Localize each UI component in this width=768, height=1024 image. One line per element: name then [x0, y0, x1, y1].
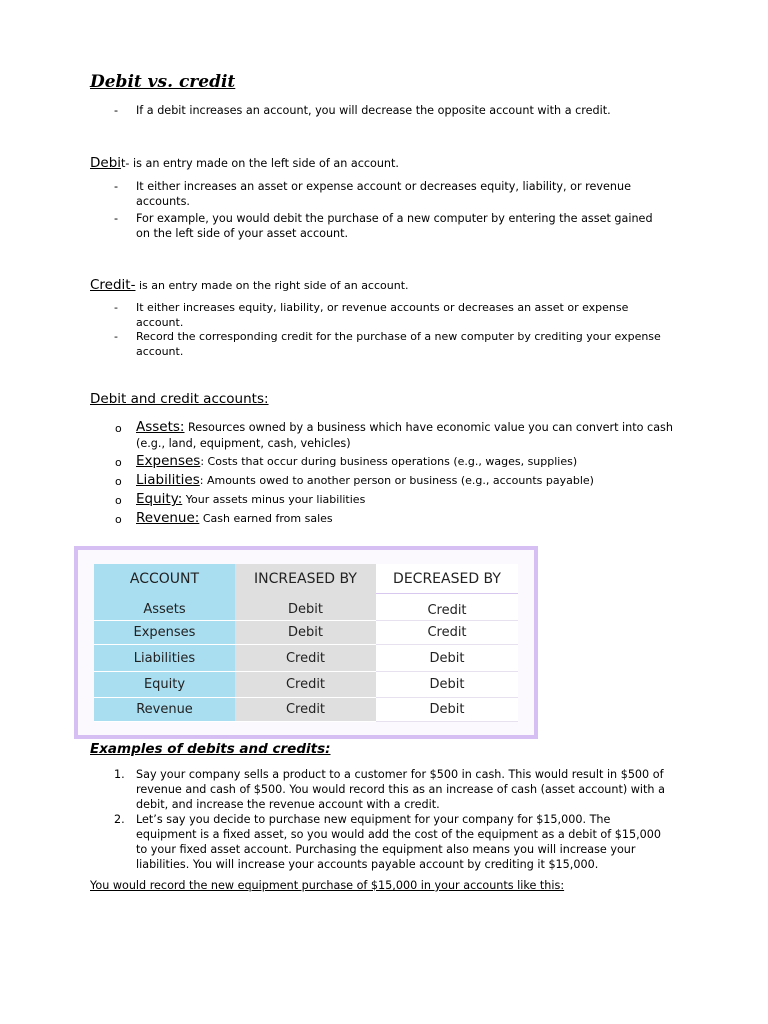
- example-text: Say your company sells a product to a customer for $500 in cash. This would result in $500 of revenue and cash of $500. You would record this as an increase of cash (asset account) with a debit, and increase the revenue account with a credit.: [136, 768, 665, 811]
- accounts-table: [94, 564, 518, 722]
- table-cell: Debit: [235, 594, 376, 621]
- table-row: [94, 621, 518, 645]
- example-number: 1.: [114, 768, 125, 781]
- dash-marker: -: [114, 330, 118, 343]
- account-item-text: [136, 510, 676, 526]
- closing-line: You would record the new equipment purchase of $15,000 in your accounts like this:: [90, 879, 565, 892]
- table-cell: Assets: [94, 594, 235, 621]
- table-cell: Credit: [376, 621, 518, 645]
- account-term: Liabilities: [136, 472, 200, 488]
- account-item-text: [136, 491, 676, 507]
- account-desc: : Amounts owed to another person or business (e.g., accounts payable): [199, 474, 594, 487]
- table-header-cell: DECREASED BY: [376, 564, 518, 594]
- account-item-text: [136, 419, 676, 452]
- account-desc: : Costs that occur during business operations (e.g., wages, supplies): [200, 455, 578, 468]
- table-cell: Credit: [376, 594, 518, 621]
- bullet-marker: o: [115, 422, 122, 435]
- account-term: Equity:: [136, 491, 183, 507]
- credit-definition-text: is an entry made on the right side of an account.: [135, 279, 409, 292]
- bullet-marker: o: [115, 456, 122, 469]
- table-cell: Debit: [235, 621, 376, 645]
- account-desc: Resources owned by a business which have economic value you can convert into cash (e.g., land, equipment, cash, vehicles): [136, 421, 673, 450]
- example-number: 2.: [114, 813, 125, 826]
- table-header-cell: INCREASED BY: [235, 564, 376, 594]
- table-header-row: [94, 564, 518, 594]
- bullet-marker: o: [115, 494, 122, 507]
- table-cell: Revenue: [94, 698, 235, 722]
- debit-definition: [90, 152, 399, 171]
- debit-bullet-text: It either increases an asset or expense account or decreases equity, liability, or revenue accounts.: [136, 180, 631, 208]
- debit-bullet-text: For example, you would debit the purchase of a new computer by entering the asset gained on the left side of your asset account.: [136, 212, 653, 240]
- credit-term: Credit-: [90, 277, 136, 293]
- table-cell: Liabilities: [94, 645, 235, 672]
- table-header-cell: ACCOUNT: [94, 564, 235, 594]
- dash-marker: -: [114, 212, 119, 225]
- table-row: [94, 672, 518, 698]
- debit-definition-text: t- is an entry made on the left side of an account.: [121, 157, 399, 170]
- table-row: [94, 594, 518, 621]
- dash-marker: -: [114, 301, 118, 314]
- intro-bullet-text: If a debit increases an account, you will decrease the opposite account with a credit.: [136, 104, 611, 117]
- credit-bullet-text: It either increases equity, liability, or revenue accounts or decreases an asset or expense account.: [136, 301, 629, 329]
- examples-heading: Examples of debits and credits:: [90, 741, 331, 757]
- table-row: [94, 698, 518, 722]
- table-cell: Credit: [235, 645, 376, 672]
- bullet-marker: o: [115, 475, 122, 488]
- credit-bullet-text: Record the corresponding credit for the purchase of a new computer by crediting your expense account.: [136, 330, 661, 358]
- account-term: Expenses: [136, 453, 201, 469]
- account-item-text: [136, 472, 676, 488]
- credit-definition: [90, 274, 409, 293]
- accounts-heading: Debit and credit accounts:: [90, 391, 269, 407]
- bullet-marker: o: [115, 513, 122, 526]
- page-title: Debit vs. credit: [90, 72, 236, 92]
- table-cell: Debit: [376, 645, 518, 672]
- table-cell: Debit: [376, 672, 518, 698]
- table-cell: Equity: [94, 672, 235, 698]
- account-item-text: [136, 453, 676, 469]
- table-cell: Expenses: [94, 621, 235, 645]
- table-row: [94, 645, 518, 672]
- dash-marker: -: [114, 104, 119, 117]
- example-text: Let’s say you decide to purchase new equipment for your company for $15,000. The equipment is a fixed asset, so you would add the cost of the equipment as a debit of $15,000 to your fixed asset account. Purchasing the equipment also means you will increase your liabilities. You will increase your accounts payable account by crediting it $15,000.: [136, 813, 661, 871]
- debit-term: Debi: [90, 155, 122, 171]
- account-desc: Cash earned from sales: [199, 512, 333, 525]
- account-term: Revenue:: [136, 510, 200, 526]
- table-cell: Credit: [235, 672, 376, 698]
- dash-marker: -: [114, 180, 119, 193]
- account-term: Assets:: [136, 419, 185, 435]
- account-desc: Your assets minus your liabilities: [182, 493, 366, 506]
- table-cell: Credit: [235, 698, 376, 722]
- table-cell: Debit: [376, 698, 518, 722]
